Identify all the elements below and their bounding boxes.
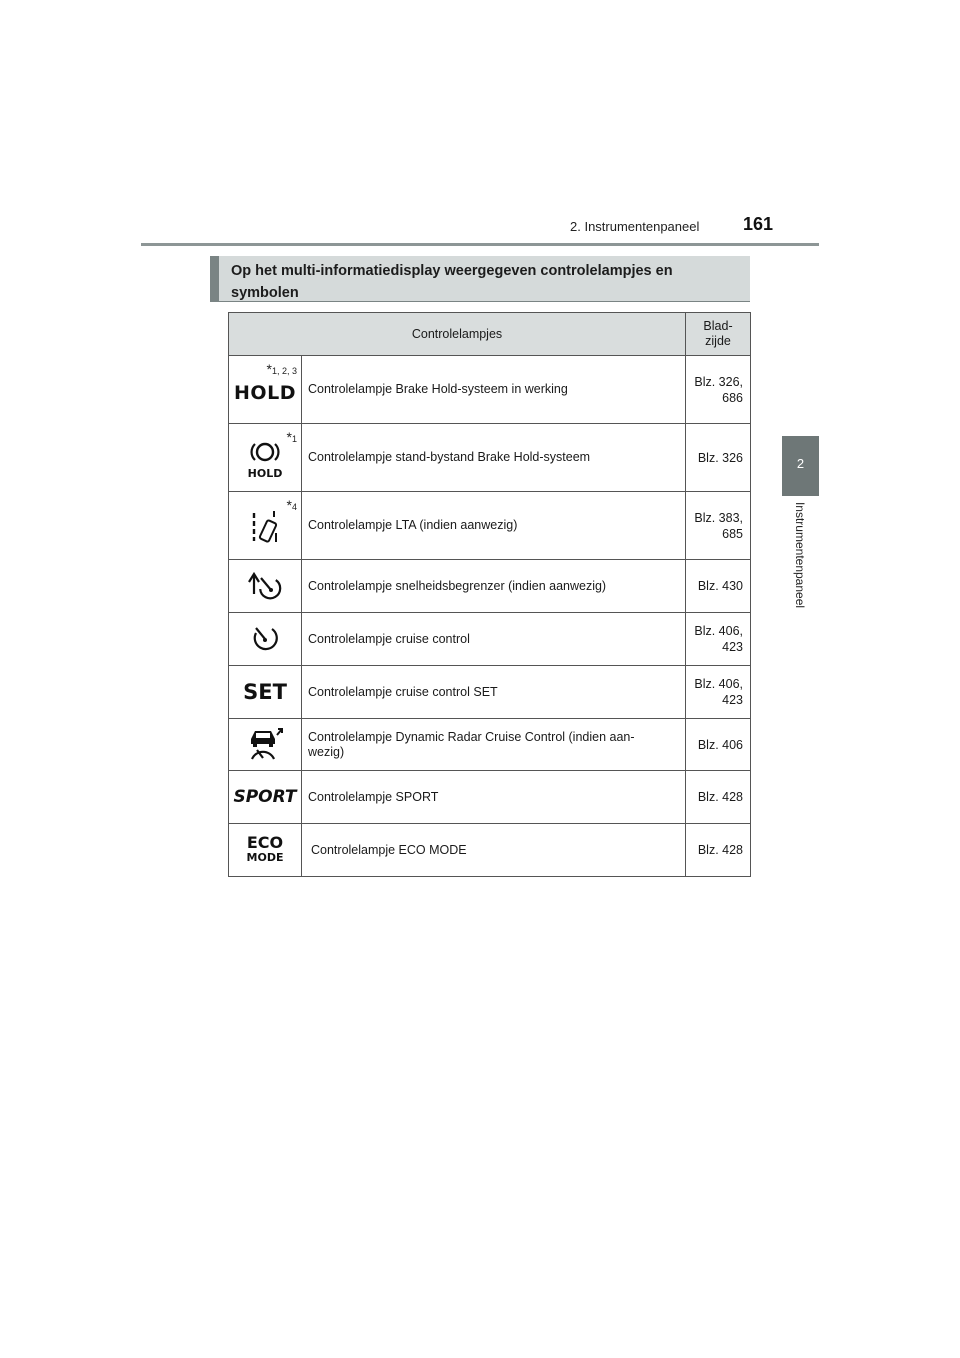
row-page-ref: Blz. 406, 423 [686, 666, 751, 719]
table-row [229, 771, 751, 824]
chapter-side-label: Instrumentenpaneel [793, 501, 807, 609]
section-heading [210, 256, 750, 302]
icon-cell [229, 613, 302, 666]
icon-cell [229, 424, 302, 492]
indicator-table [228, 312, 751, 877]
footnote-marker: *1, 2, 3 [266, 361, 297, 377]
table-row [229, 424, 751, 492]
speed-limiter-icon [247, 589, 283, 603]
row-description: Controlelampje SPORT [302, 771, 686, 824]
header-page: Blad- zijde [686, 313, 751, 356]
row-description: Controlelampje LTA (indien aanwezig) [302, 492, 686, 560]
row-page-ref: Blz. 406 [686, 719, 751, 771]
footnote-marker: *1 [286, 429, 297, 445]
icon-cell [229, 492, 302, 560]
page-number: 161 [743, 214, 774, 234]
radar-cruise-icon [245, 750, 285, 764]
set-text-icon: SET [243, 680, 287, 704]
icon-cell [229, 824, 302, 877]
table-row [229, 492, 751, 560]
table-row [229, 356, 751, 424]
cruise-control-icon [250, 642, 280, 656]
brake-hold-standby-icon: HOLD [248, 441, 283, 480]
row-page-ref: Blz. 428 [686, 771, 751, 824]
header-lamps: Controlelampjes [229, 313, 686, 356]
icon-cell [229, 356, 302, 424]
table-row [229, 719, 751, 771]
sport-text-icon: SPORT [233, 787, 297, 807]
table-row [229, 824, 751, 877]
hold-text-icon: HOLD [234, 381, 296, 404]
table-header-row [229, 313, 751, 356]
row-page-ref: Blz. 326 [686, 424, 751, 492]
chapter-side-tab [782, 436, 819, 495]
row-description: Controlelampje ECO MODE [302, 824, 686, 877]
chapter-side-tab-number: 2 [796, 456, 805, 471]
section-heading-text: Op het multi-informatiedisplay weergegeven controlelampjes en symbolen [231, 263, 673, 301]
eco-mode-text-icon: ECO MODE [246, 833, 284, 864]
lane-tracing-assist-icon [250, 509, 280, 548]
side-tab-rule [782, 495, 819, 496]
row-description: Controlelampje Dynamic Radar Cruise Control (indien aan- wezig) [302, 719, 686, 771]
icon-cell [229, 719, 302, 771]
table-row [229, 613, 751, 666]
icon-cell [229, 666, 302, 719]
row-description: Controlelampje stand-bystand Brake Hold-systeem [302, 424, 686, 492]
row-description: Controlelampje cruise control [302, 613, 686, 666]
row-page-ref: Blz. 383, 685 [686, 492, 751, 560]
table-row [229, 560, 751, 613]
row-description: Controlelampje Brake Hold-systeem in werking [302, 356, 686, 424]
row-description: Controlelampje cruise control SET [302, 666, 686, 719]
row-page-ref: Blz. 428 [686, 824, 751, 877]
icon-cell [229, 560, 302, 613]
header-rule [141, 243, 819, 246]
header-chapter: 2. Instrumentenpaneel [570, 219, 700, 234]
table-row [229, 666, 751, 719]
row-description: Controlelampje snelheidsbegrenzer (indien aanwezig) [302, 560, 686, 613]
row-page-ref: Blz. 406, 423 [686, 613, 751, 666]
icon-cell [229, 771, 302, 824]
row-page-ref: Blz. 326, 686 [686, 356, 751, 424]
row-page-ref: Blz. 430 [686, 560, 751, 613]
footnote-marker: *4 [286, 497, 297, 513]
